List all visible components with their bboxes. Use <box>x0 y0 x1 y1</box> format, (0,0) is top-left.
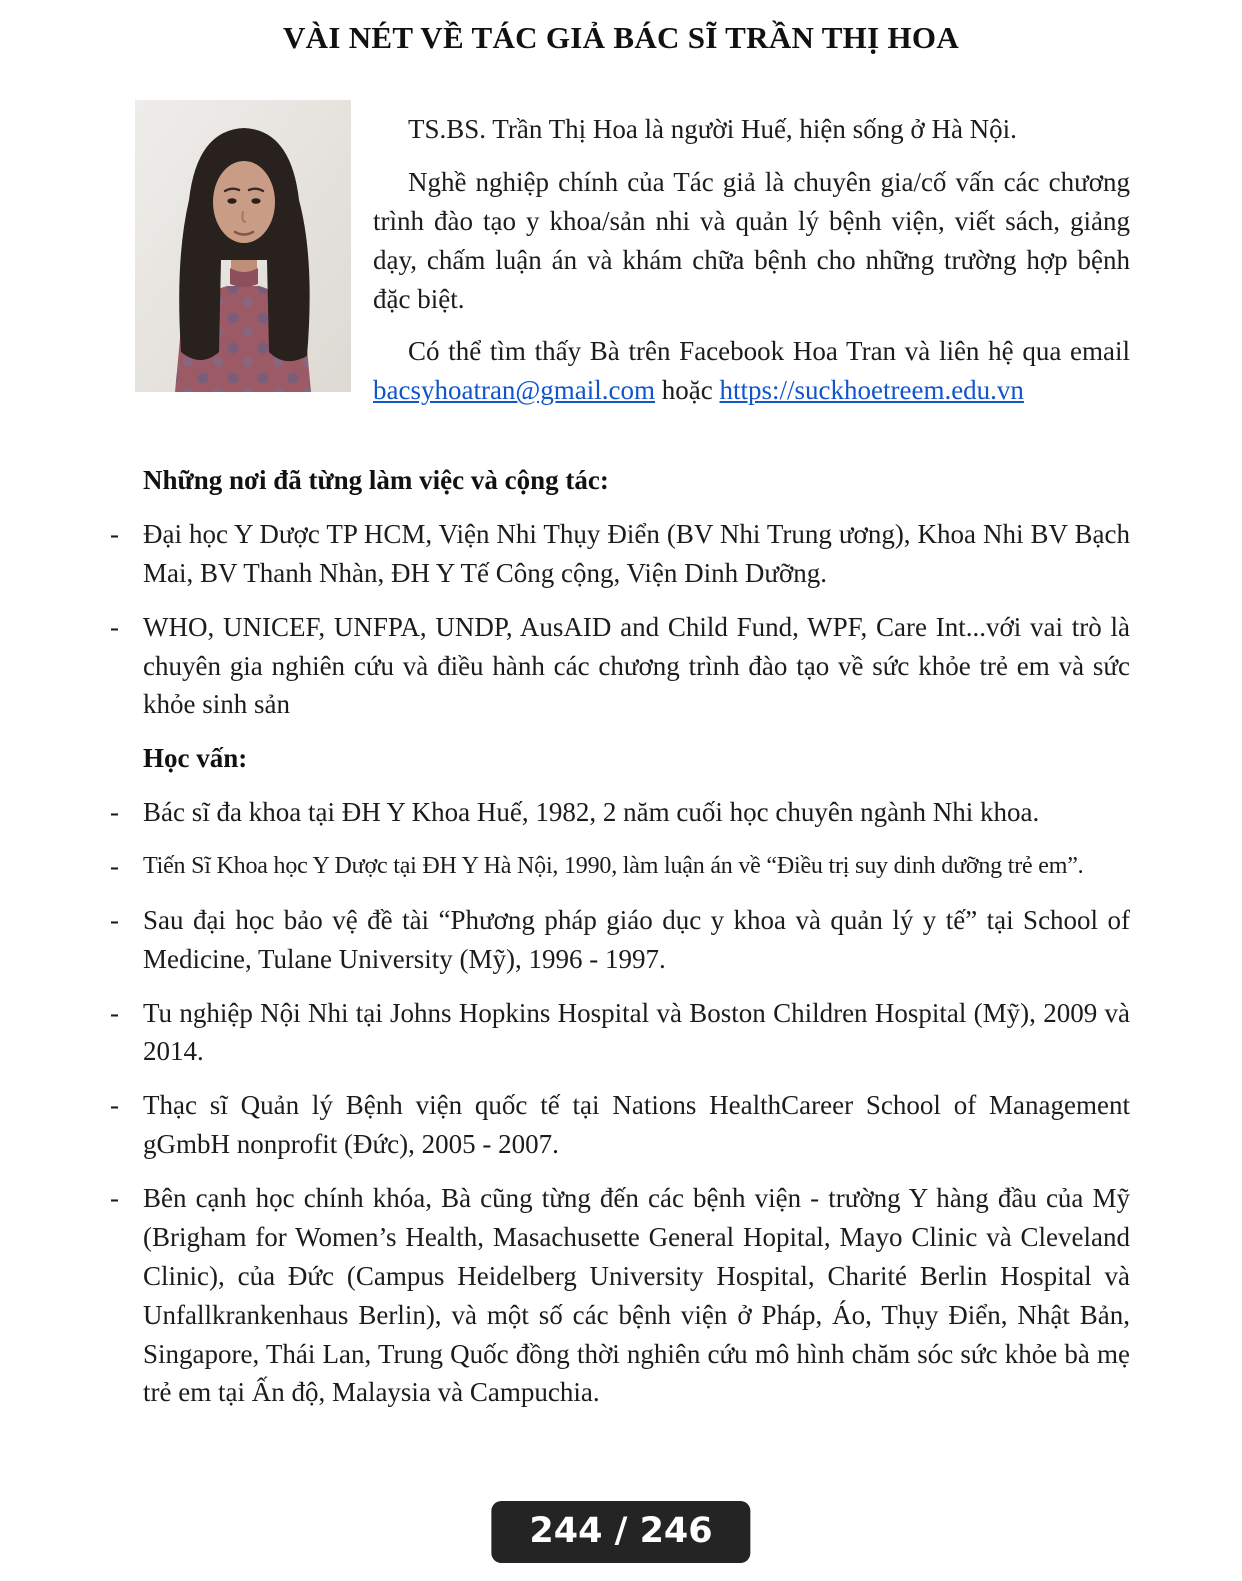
education-item-5: Thạc sĩ Quản lý Bệnh viện quốc tế tại Nations HealthCareer School of Management gGmbH nonprofit (Đức), 2005 - 2007. <box>143 1090 1130 1160</box>
education-item-1: Bác sĩ đa khoa tại ĐH Y Khoa Huế, 1982, 2 năm cuối học chuyên ngành Nhi khoa. <box>143 797 1040 828</box>
dash-marker: - <box>110 850 119 881</box>
dash-marker: - <box>110 1090 119 1121</box>
section-heading-work: Những nơi đã từng làm việc và cộng tác: <box>143 465 609 496</box>
list-item <box>110 793 1130 832</box>
contact-conjunction: hoặc <box>655 375 720 406</box>
education-item-6: Bên cạnh học chính khóa, Bà cũng từng đến các bệnh viện - trường Y hàng đầu của Mỹ (Brigham for Women’s Health, Masachusette General Hopital, Mayo Clinic và Cleveland Clinic), của Đức (Campus Heidelberg University Hospital, Charité Berlin Hospital và Unfallkrankenhaus Berlin), và một số các bệnh viện ở Pháp, Áo, Thụy Điển, Nhật Bản, Singapore, Thái Lan, Trung Quốc đồng thời nghiên cứu mô hình chăm sóc sức khỏe bà mẹ trẻ em tại Ấn độ, Malaysia và Campuchia. <box>143 1183 1130 1408</box>
dash-marker: - <box>110 611 119 642</box>
intro-text <box>373 100 1130 410</box>
dash-marker: - <box>110 797 119 828</box>
list-item <box>110 847 1130 886</box>
dash-marker: - <box>110 904 119 935</box>
contact-text: Có thể tìm thấy Bà trên Facebook Hoa Tran và liên hệ qua email <box>408 336 1130 367</box>
email-link[interactable]: bacsyhoatran@gmail.com <box>373 375 656 406</box>
work-list <box>110 515 1130 724</box>
page-indicator-label: 244 / 246 <box>529 1511 713 1551</box>
intro-paragraph-1: TS.BS. Trần Thị Hoa là người Huế, hiện sống ở Hà Nội. <box>408 114 1017 144</box>
education-item-2: Tiến Sĩ Khoa học Y Dược tại ĐH Y Hà Nội, 1990, làm luận án về “Điều trị suy dinh dưỡng trẻ em”. <box>143 852 1084 879</box>
author-portrait-illustration <box>135 100 351 392</box>
list-item <box>110 901 1130 979</box>
work-item-1: Đại học Y Dược TP HCM, Viện Nhi Thụy Điển (BV Nhi Trung ương), Khoa Nhi BV Bạch Mai, BV Thanh Nhàn, ĐH Y Tế Công cộng, Viện Dinh Dưỡng. <box>143 518 1130 588</box>
education-item-3: Sau đại học bảo vệ đề tài “Phương pháp giáo dục y khoa và quản lý y tế” tại School of Medicine, Tulane University (Mỹ), 1996 - 1997. <box>143 904 1130 974</box>
education-list <box>110 793 1130 1412</box>
dash-marker: - <box>110 518 119 549</box>
list-item <box>110 1179 1130 1412</box>
page-indicator[interactable] <box>491 1501 750 1563</box>
list-item <box>110 994 1130 1072</box>
section-heading-education: Học vấn: <box>143 743 248 774</box>
list-item <box>110 515 1130 593</box>
intro-paragraph-2: Nghề nghiệp chính của Tác giả là chuyên gia/cố vấn các chương trình đào tạo y khoa/sản nhi và quản lý bệnh viện, viết sách, giảng dạy, chấm luận án và khám chữa bệnh cho những trường hợp bệnh đặc biệt. <box>373 166 1130 314</box>
dash-marker: - <box>110 997 119 1028</box>
dash-marker: - <box>110 1183 119 1214</box>
education-item-4: Tu nghiệp Nội Nhi tại Johns Hopkins Hospital và Boston Children Hospital (Mỹ), 2009 và 2014. <box>143 997 1130 1067</box>
list-item <box>110 608 1130 725</box>
author-photo <box>135 100 351 392</box>
page-title: VÀI NÉT VỀ TÁC GIẢ BÁC SĨ TRẦN THỊ HOA <box>282 20 960 55</box>
author-intro <box>135 100 1130 410</box>
website-link[interactable]: https://suckhoetreem.edu.vn <box>719 375 1024 406</box>
intro-paragraph-3 <box>373 332 1130 410</box>
list-item <box>110 1086 1130 1164</box>
work-item-2: WHO, UNICEF, UNFPA, UNDP, AusAID and Child Fund, WPF, Care Int...với vai trò là chuyên gia nghiên cứu và điều hành các chương trình đào tạo về sức khỏe trẻ em và sức khỏe sinh sản <box>143 611 1130 720</box>
